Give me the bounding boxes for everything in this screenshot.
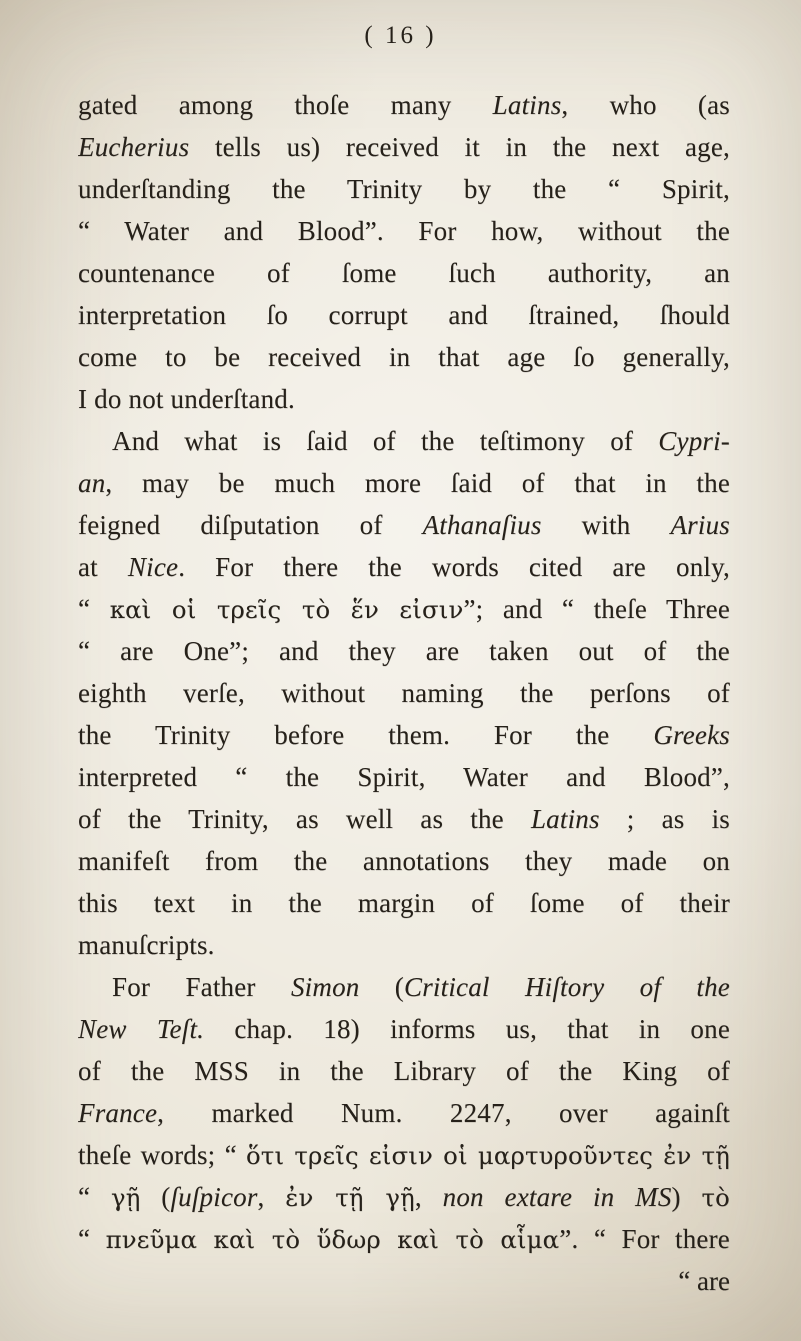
text-line [78, 1134, 730, 1176]
greek-text-segment: γῇ [110, 1183, 141, 1212]
text-line [78, 882, 730, 924]
text-line [78, 546, 730, 588]
text-line [78, 1008, 730, 1050]
text-line [78, 84, 730, 126]
text-line [78, 1218, 730, 1260]
italic-text-segment: ſuſpicor [170, 1182, 258, 1212]
text-line [78, 1050, 730, 1092]
italic-text-segment: Greeks [653, 720, 730, 750]
text-segment: countenance of ſome ſuch authority, an [78, 258, 730, 288]
text-line [78, 252, 730, 294]
text-line [78, 672, 730, 714]
text-segment: ”. “ For there [559, 1224, 730, 1254]
italic-text-segment: Critical Hiſtory of the [404, 972, 730, 1002]
text-segment: theſe words; “ [78, 1140, 246, 1170]
italic-text-segment: New Teſt. [78, 1014, 205, 1044]
text-line [78, 336, 730, 378]
italic-text-segment: Latins [492, 90, 562, 120]
italic-text-segment: an [78, 468, 106, 498]
text-segment: with [541, 510, 671, 540]
text-line [78, 126, 730, 168]
text-segment: tells us) received it in the next age, [189, 132, 730, 162]
text-line [78, 840, 730, 882]
text-segment: “ [78, 1224, 106, 1254]
text-segment: , who (as [561, 90, 730, 120]
italic-text-segment: non extare in MS [442, 1182, 672, 1212]
text-segment: . For there the words cited are only, [178, 552, 730, 582]
text-segment: , [257, 1182, 286, 1212]
text-line [78, 294, 730, 336]
text-line [78, 798, 730, 840]
text-line [78, 756, 730, 798]
text-segment: , marked Num. 2247, over againſt [157, 1098, 730, 1128]
italic-text-segment: Athanaſius [422, 510, 542, 540]
text-line [78, 1092, 730, 1134]
text-segment: this text in the margin of ſome of their [78, 888, 730, 918]
greek-text-segment: πνεῦμα καὶ τὸ ὕδωρ καὶ τὸ αἷμα [105, 1225, 560, 1254]
text-segment: ; as is [599, 804, 730, 834]
text-segment: underſtanding the Trinity by the “ Spirit, [78, 174, 730, 204]
text-segment: ”; and “ theſe Three [463, 594, 730, 624]
text-line [78, 420, 730, 462]
text-segment: at [78, 552, 128, 582]
text-segment: ) [671, 1182, 702, 1212]
text-segment: chap. 18) informs us, that in one [204, 1014, 730, 1044]
text-block [78, 84, 730, 1260]
text-segment: ( [140, 1182, 171, 1212]
text-segment: eighth verſe, without naming the perſons of [78, 678, 730, 708]
text-segment: manuſcripts. [78, 930, 215, 960]
text-segment: , may be much more ſaid of that in the [105, 468, 730, 498]
greek-text-segment: καὶ οἱ τρεῖς τὸ ἕν εἰσιν [109, 595, 464, 624]
text-line [78, 924, 730, 966]
italic-text-segment: Simon [290, 972, 360, 1002]
italic-text-segment: France [78, 1098, 158, 1128]
text-segment: “ [78, 594, 110, 624]
catchword: “ are [678, 1266, 730, 1296]
text-line [78, 966, 730, 1008]
text-segment: interpretation ſo corrupt and ſtrained, ſhould [78, 300, 730, 330]
text-segment: I do not underſtand. [78, 384, 295, 414]
text-segment: of the Trinity, as well as the [78, 804, 531, 834]
text-line [78, 210, 730, 252]
italic-text-segment: Arius [670, 510, 730, 540]
text-segment: the Trinity before them. For the [78, 720, 654, 750]
text-line [78, 168, 730, 210]
text-line [78, 378, 730, 420]
text-segment: manifeſt from the annotations they made on [78, 846, 730, 876]
greek-text-segment: τὸ [701, 1183, 730, 1212]
text-segment: “ are One”; and they are taken out of the [78, 636, 730, 666]
text-line [78, 504, 730, 546]
text-line [78, 588, 730, 630]
greek-text-segment: ἐν τῇ γῇ [285, 1183, 415, 1212]
text-segment: “ [78, 1182, 111, 1212]
text-segment: For Father [112, 972, 291, 1002]
text-segment: gated among thoſe many [78, 90, 493, 120]
text-line [78, 630, 730, 672]
greek-text-segment: ὅτι τρεῖς εἰσιν οἱ μαρτυροῦντες ἐν τῇ [245, 1141, 730, 1170]
italic-text-segment: Latins [530, 804, 600, 834]
text-segment: of the MSS in the Library of the King of [78, 1056, 730, 1086]
page-number: ( 16 ) [364, 22, 437, 49]
text-segment: feigned diſputation of [78, 510, 423, 540]
text-line [78, 462, 730, 504]
italic-text-segment: Cypri- [658, 426, 730, 456]
text-segment: And what is ſaid of the teſtimony of [112, 426, 659, 456]
text-line [78, 1176, 730, 1218]
text-segment: “ Water and Blood”. For how, without the [78, 216, 730, 246]
text-segment: , [414, 1182, 443, 1212]
text-segment: come to be received in that age ſo generally, [78, 342, 730, 372]
text-line [78, 714, 730, 756]
text-segment: interpreted “ the Spirit, Water and Blood”, [78, 762, 730, 792]
italic-text-segment: Nice [127, 552, 179, 582]
text-segment: ( [359, 972, 404, 1002]
italic-text-segment: Eucherius [78, 132, 190, 162]
